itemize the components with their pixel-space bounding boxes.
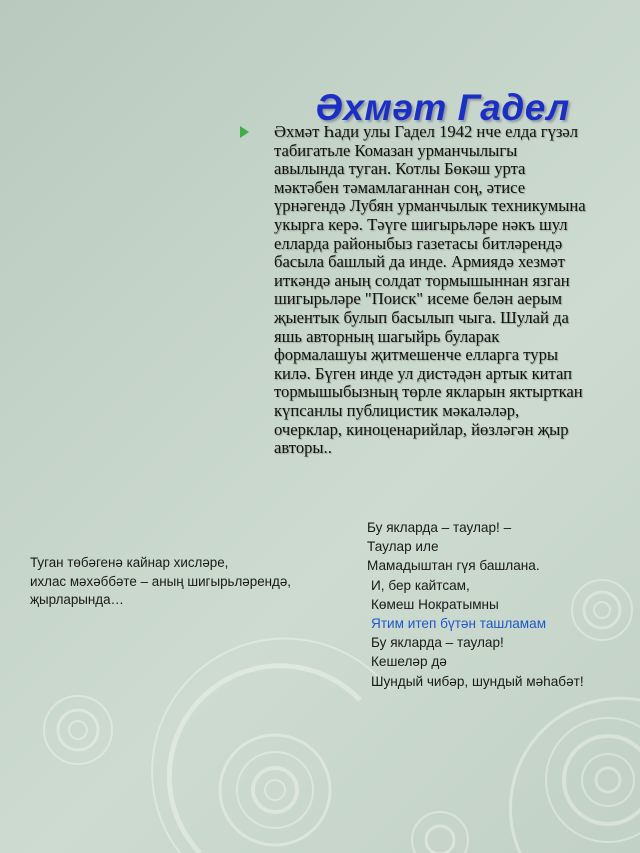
bio-line: үрнәгендә Лубян урманчылык техникумына (274, 196, 586, 216)
poem-line: Бу якларда – таулар! (371, 635, 504, 651)
poem-line-highlighted: Ятим итеп бүтән ташламам (371, 616, 547, 632)
bio-line: шигырьләре "Поиск" исеме белән аерым (274, 289, 562, 309)
poem-line: И, бер кайтсам, (371, 577, 470, 593)
bio-line: мәктәбен тәмамлаганнан соң, әтисе (274, 177, 526, 197)
poem-line: Шундый чибәр, шундый мәһабәт! (371, 673, 584, 689)
caption-line: җырларында… (30, 592, 124, 607)
bio-line: елларда районыбыз газетасы битләрендә (274, 233, 563, 253)
bio-line: басыла башлый да инде. Армиядә хезмәт (274, 252, 565, 272)
caption-line: ихлас мәхәббәте – аның шигырьләрендә, (30, 573, 292, 589)
bio-line: Әхмәт Һади улы Гадел 1942 нче елда гүзәл (274, 122, 579, 141)
poem-line: Көмеш Нократымны (371, 596, 499, 612)
bio-line: күпсанлы публицистик мәкаләләр, (274, 400, 520, 420)
bio-line: яшь авторның шагыйрь буларак (274, 326, 500, 346)
bio-line: авылында туган. Котлы Бөкәш урта (274, 159, 526, 179)
bio-line: тормышыбызның төрле якларын яктырткан (274, 382, 583, 402)
poem-excerpt (367, 518, 584, 691)
poem-line: Таулар иле (367, 539, 439, 555)
poem-line: Мамадыштан гүя башлана. (367, 558, 540, 574)
bio-line: укырга керә. Тәүге шигырьләре нәкъ шул (274, 214, 568, 234)
bio-line: авторы.. (274, 438, 332, 458)
caption-line: Туган төбәгенә кайнар хисләре, (30, 555, 229, 570)
bio-line: табигатьле Комазан урманчылыгы (274, 140, 518, 160)
bullet-arrow-icon (240, 126, 249, 138)
poem-line: Бу якларда – таулар! – (367, 520, 512, 535)
page-title: Әхмәт Гадел (315, 86, 570, 128)
biography-block (240, 123, 632, 458)
poem-line: Кешеләр дә (371, 654, 447, 670)
biography-text (274, 123, 632, 458)
bio-line: очерклар, киноценарийлар, йөзләгән җыр (274, 419, 569, 439)
bio-line: иткәндә аның солдат тормышыннан язган (274, 270, 570, 290)
bio-line: җыентык булып басылып чыга. Шулай да (274, 307, 569, 327)
caption-text (30, 554, 291, 610)
bio-line: килә. Бүген инде ул дистәдән артык китап (274, 363, 573, 383)
bio-line: формалашуы җитмешенче елларга туры (274, 345, 559, 365)
